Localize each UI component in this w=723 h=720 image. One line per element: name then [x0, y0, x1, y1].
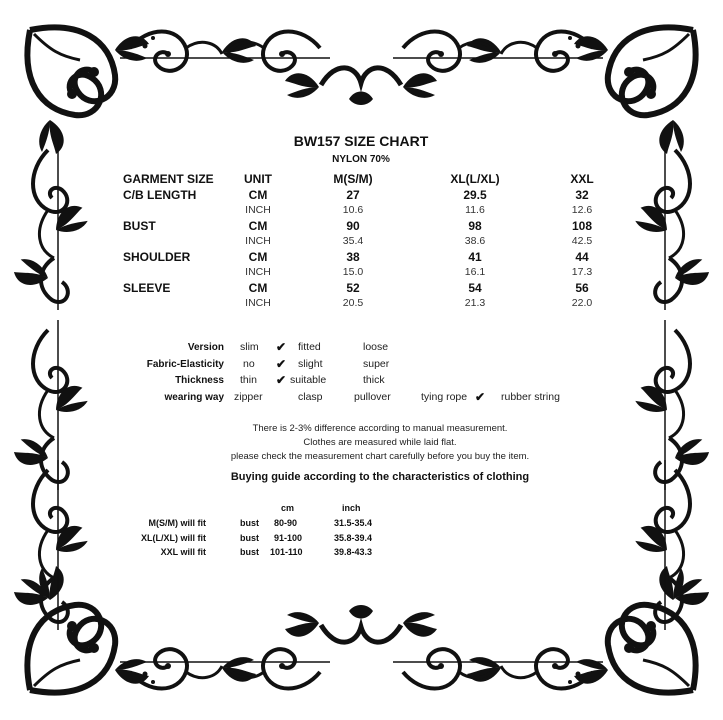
- guide-size: M(S/M) will fit: [148, 518, 206, 528]
- unit-inch: INCH: [245, 266, 271, 278]
- attr-option: clasp: [298, 391, 323, 403]
- attr-option: pullover: [354, 391, 391, 403]
- attr-option: slight: [298, 358, 323, 370]
- cell-value: 17.3: [571, 266, 593, 278]
- guide-inch: 31.5-35.4: [334, 518, 373, 528]
- unit-cm: CM: [248, 281, 268, 295]
- attr-label-thickness: Thickness: [175, 375, 224, 386]
- check-icon: ✔: [475, 390, 486, 404]
- cell-value: 54: [468, 281, 482, 295]
- header-garment-size: GARMENT SIZE: [123, 172, 214, 186]
- note-line: There is 2-3% difference according to manual measurement.: [252, 423, 508, 434]
- check-icon: ✔: [276, 340, 287, 354]
- unit-inch: INCH: [245, 297, 271, 309]
- cell-value: 35.4: [342, 235, 364, 247]
- guide-part: bust: [240, 518, 259, 528]
- guide-inch: 39.8-43.3: [334, 547, 373, 557]
- attr-label-version: Version: [187, 342, 224, 353]
- chart-title: BW157 SIZE CHART: [293, 133, 429, 149]
- unit-cm: CM: [248, 219, 268, 233]
- row-label-bust: BUST: [123, 219, 156, 233]
- guide-cm: 80-90: [274, 518, 298, 528]
- attr-option: zipper: [234, 391, 263, 403]
- guide-size: XXL will fit: [160, 547, 206, 557]
- row-label-sleeve: SLEEVE: [123, 281, 171, 295]
- material-label: NYLON 70%: [332, 154, 390, 165]
- cell-value: 12.6: [571, 204, 593, 216]
- unit-cm: CM: [248, 250, 268, 264]
- cell-value: 38: [346, 250, 360, 264]
- cell-value: 56: [575, 281, 589, 295]
- attr-label-wearing-way: wearing way: [164, 392, 224, 403]
- cell-value: 32: [575, 188, 589, 202]
- header-size-xxl: XXL: [570, 172, 594, 186]
- guide-part: bust: [240, 547, 259, 557]
- cell-value: 27: [346, 188, 360, 202]
- check-icon: ✔: [276, 373, 287, 387]
- attr-option: tying rope: [421, 391, 468, 403]
- attr-option: fitted: [298, 341, 321, 353]
- cell-value: 29.5: [463, 188, 487, 202]
- check-icon: ✔: [276, 357, 287, 371]
- attr-option: no: [243, 358, 255, 370]
- cell-value: 44: [575, 250, 589, 264]
- attr-option: loose: [363, 341, 389, 353]
- header-size-xl: XL(L/XL): [450, 172, 500, 186]
- guide-cm: 91-100: [274, 533, 303, 543]
- cell-value: 90: [346, 219, 360, 233]
- attr-option: super: [363, 358, 390, 370]
- cell-value: 42.5: [571, 235, 593, 247]
- guide-col-cm: cm: [281, 503, 295, 513]
- unit-cm: CM: [248, 188, 268, 202]
- row-label-cb-length: C/B LENGTH: [123, 188, 197, 202]
- unit-inch: INCH: [245, 235, 271, 247]
- cell-value: 20.5: [342, 297, 364, 309]
- row-label-shoulder: SHOULDER: [123, 250, 191, 264]
- guide-col-inch: inch: [342, 503, 361, 513]
- guide-size: XL(L/XL) will fit: [141, 533, 206, 543]
- cell-value: 16.1: [464, 266, 486, 278]
- unit-inch: INCH: [245, 204, 271, 216]
- note-line: please check the measurement chart carefully before you buy the item.: [230, 451, 530, 462]
- attr-option: thick: [363, 374, 385, 386]
- cell-value: 21.3: [464, 297, 486, 309]
- header-unit: UNIT: [244, 172, 272, 186]
- cell-value: 108: [571, 219, 593, 233]
- cell-value: 41: [468, 250, 482, 264]
- guide-inch: 35.8-39.4: [334, 533, 373, 543]
- attr-label-fabric-elasticity: Fabric-Elasticity: [146, 359, 224, 370]
- attr-option: suitable: [290, 374, 327, 386]
- note-line: Clothes are measured while laid flat.: [303, 437, 457, 448]
- cell-value: 10.6: [342, 204, 364, 216]
- attr-option: thin: [240, 374, 257, 386]
- guide-cm: 101-110: [270, 547, 303, 557]
- guide-part: bust: [240, 533, 259, 543]
- cell-value: 98: [468, 219, 482, 233]
- cell-value: 52: [346, 281, 360, 295]
- cell-value: 11.6: [465, 204, 485, 216]
- cell-value: 38.6: [464, 235, 486, 247]
- cell-value: 15.0: [342, 266, 364, 278]
- header-size-m: M(S/M): [333, 172, 373, 186]
- attr-option: rubber string: [501, 391, 560, 403]
- cell-value: 22.0: [571, 297, 593, 309]
- buying-guide-title: Buying guide according to the characteristics of clothing: [230, 471, 530, 483]
- attr-option: slim: [240, 341, 259, 353]
